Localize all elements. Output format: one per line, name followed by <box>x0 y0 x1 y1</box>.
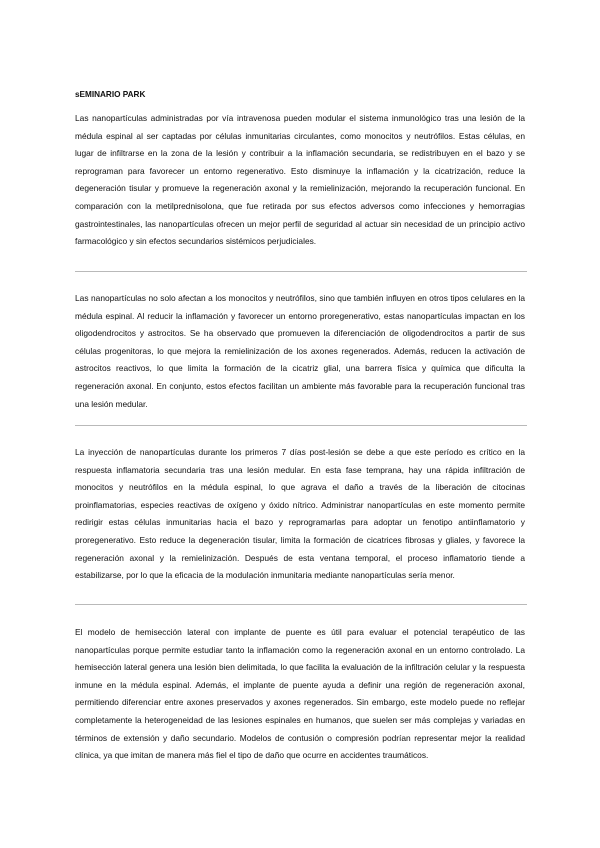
section-divider <box>75 271 527 272</box>
paragraph-other-cell-types: Las nanopartículas no solo afectan a los monocitos y neutrófilos, sino que también influyen en otros tipos celulares en la médula espinal. Al reducir la inflamación y favorecer un entorno proregenerativo, estas nanopartículas impactan en los oligodendrocitos y astrocitos. Se ha observado que promueven la diferenciación de oligodendrocitos a partir de sus células progenitoras, lo que mejora la remielinización de los axones regenerados. Además, reducen la activación de astrocitos reactivos, lo que limita la formación de la cicatriz glial, una barrera física y química que dificulta la regeneración axonal. En conjunto, estos efectos facilitan un ambiente más favorable para la recuperación funcional tras una lesión medular. <box>75 293 525 409</box>
section-divider <box>75 604 527 605</box>
document-title: sEMINARIO PARK <box>75 90 146 99</box>
paragraph-nanoparticles-immune-modulation: Las nanopartículas administradas por vía intravenosa pueden modular el sistema inmunológico tras una lesión de la médula espinal al ser captadas por células inmunitarias circulantes, como monocitos y neutrófilos. Estas células, en lugar de infiltrarse en la zona de la lesión y contribuir a la inflamación secundaria, se redistribuyen en el bazo y se reprograman para favorecer un entorno regenerativo. Esto disminuye la inflamación y la cicatrización, reduce la degeneración tisular y promueve la regeneración axonal y la remielinización, mejorando la recuperación funcional. En comparación con la metilprednisolona, que fue retirada por sus efectos adversos como infecciones y hemorragias gastrointestinales, las nanopartículas ofrecen un mejor perfil de seguridad al actuar sin necesidad de un principio activo farmacológico y sin efectos secundarios sistémicos perjudiciales. <box>75 113 525 247</box>
paragraph-hemisection-model: El modelo de hemisección lateral con implante de puente es útil para evaluar el potencial terapéutico de las nanopartículas porque permite estudiar tanto la inflamación como la regeneración axonal en un entorno controlado. La hemisección lateral genera una lesión bien delimitada, lo que facilita la evaluación de la infiltración celular y la respuesta inmune en la médula espinal. Además, el implante de puente ayuda a definir una región de regeneración axonal, permitiendo diferenciar entre axones preservados y axones regenerados. Sin embargo, este modelo puede no reflejar completamente la heterogeneidad de las lesiones espinales en humanos, que suelen ser más complejas y variadas en términos de extensión y daño secundario. Modelos de contusión o compresión podrían representar mejor la realidad clínica, ya que imitan de manera más fiel el tipo de daño que ocurre en accidentes traumáticos. <box>75 627 525 761</box>
paragraph-injection-timing: La inyección de nanopartículas durante los primeros 7 días post-lesión se debe a que este período es crítico en la respuesta inflamatoria secundaria tras una lesión medular. En esta fase temprana, hay una rápida infiltración de monocitos y neutrófilos en la médula espinal, lo que agrava el daño a través de la liberación de citocinas proinflamatorias, especies reactivas de oxígeno y óxido nítrico. Administrar nanopartículas en este momento permite redirigir estas células inmunitarias hacia el bazo y reprogramarlas para adoptar un fenotipo antiinflamatorio y proregenerativo. Esto reduce la degeneración tisular, limita la formación de cicatrices fibrosas y gliales, y favorece la regeneración axonal y la remielinización. Después de esta ventana temporal, el proceso inflamatorio tiende a estabilizarse, por lo que la eficacia de la modulación inmunitaria mediante nanopartículas sería menor. <box>75 447 525 581</box>
section-divider <box>75 425 527 426</box>
